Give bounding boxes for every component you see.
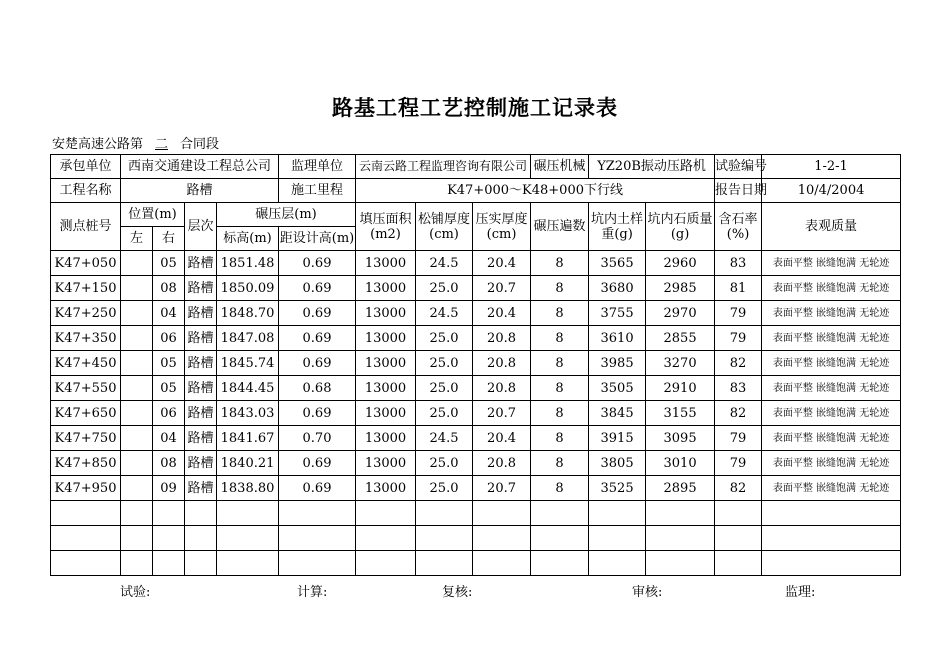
cell-loose	[416, 501, 473, 526]
cell-soil	[589, 501, 646, 526]
cell-rate: 79	[715, 426, 762, 451]
table-row	[51, 451, 901, 476]
cell-loose: 24.5	[416, 251, 473, 276]
cell-area: 13000	[356, 351, 416, 376]
cell-quality: 表面平整 嵌缝饱满 无轮迹	[762, 276, 901, 301]
cell-layer: 路槽	[185, 426, 217, 451]
cell-right: 05	[153, 251, 185, 276]
cell-passes: 8	[531, 301, 589, 326]
cell-right: 04	[153, 426, 185, 451]
cell-soil	[589, 551, 646, 576]
cell-loose: 25.0	[416, 476, 473, 501]
header-left: 左	[121, 227, 153, 251]
supervisor-label: 监理单位	[279, 155, 356, 179]
cell-dist: 0.69	[279, 326, 356, 351]
cell-station	[51, 526, 121, 551]
header-rolled: 碾压层(m)	[217, 203, 356, 227]
cell-loose: 25.0	[416, 326, 473, 351]
cell-right: 05	[153, 351, 185, 376]
cell-left	[121, 451, 153, 476]
cell-dist: 0.69	[279, 301, 356, 326]
cell-quality: 表面平整 嵌缝饱满 无轮迹	[762, 401, 901, 426]
header-passes: 碾压遍数	[531, 203, 589, 251]
cell-stone: 3270	[646, 351, 715, 376]
cell-layer: 路槽	[185, 351, 217, 376]
cell-dist	[279, 526, 356, 551]
cell-elev: 1845.74	[217, 351, 279, 376]
cell-quality: 表面平整 嵌缝饱满 无轮迹	[762, 251, 901, 276]
header-stone-rate: 含石率(%)	[715, 203, 762, 251]
cell-passes: 8	[531, 476, 589, 501]
cell-loose: 25.0	[416, 401, 473, 426]
cell-soil: 3525	[589, 476, 646, 501]
cell-passes: 8	[531, 451, 589, 476]
header-quality: 表观质量	[762, 203, 901, 251]
report-date-value: 10/4/2004	[762, 179, 901, 203]
cell-layer	[185, 526, 217, 551]
cell-right	[153, 526, 185, 551]
header-soil-weight: 坑内土样重(g)	[589, 203, 646, 251]
table-row	[51, 276, 901, 301]
cell-layer: 路槽	[185, 251, 217, 276]
cell-layer: 路槽	[185, 301, 217, 326]
page-title: 路基工程工艺控制施工记录表	[332, 95, 618, 120]
header-compacted: 压实厚度(cm)	[473, 203, 531, 251]
header-position: 位置(m)	[121, 203, 185, 227]
cell-rate: 81	[715, 276, 762, 301]
cell-elev: 1851.48	[217, 251, 279, 276]
cell-stone: 2960	[646, 251, 715, 276]
cell-passes: 8	[531, 376, 589, 401]
cell-passes	[531, 526, 589, 551]
cell-station	[51, 501, 121, 526]
cell-left	[121, 301, 153, 326]
cell-stone	[646, 526, 715, 551]
cell-quality: 表面平整 嵌缝饱满 无轮迹	[762, 451, 901, 476]
table-row	[51, 351, 901, 376]
cell-area: 13000	[356, 276, 416, 301]
cell-area: 13000	[356, 251, 416, 276]
header-layer: 层次	[185, 203, 217, 251]
cell-passes	[531, 551, 589, 576]
cell-dist: 0.68	[279, 376, 356, 401]
cell-left	[121, 501, 153, 526]
cell-loose: 24.5	[416, 301, 473, 326]
cell-area	[356, 501, 416, 526]
cell-layer	[185, 501, 217, 526]
cell-right: 09	[153, 476, 185, 501]
cell-station: K47+250	[51, 301, 121, 326]
header-station: 测点桩号	[51, 203, 121, 251]
project-label: 工程名称	[51, 179, 121, 203]
cell-elev: 1840.21	[217, 451, 279, 476]
cell-right	[153, 501, 185, 526]
cell-elev: 1844.45	[217, 376, 279, 401]
header-distance: 距设计高(m)	[279, 227, 356, 251]
cell-dist: 0.69	[279, 401, 356, 426]
cell-soil: 3805	[589, 451, 646, 476]
cell-rate: 79	[715, 301, 762, 326]
report-date-label: 报告日期	[715, 179, 762, 203]
record-table	[50, 154, 901, 576]
cell-comp: 20.4	[473, 301, 531, 326]
header-stone-weight: 坑内石质量(g)	[646, 203, 715, 251]
cell-loose: 24.5	[416, 426, 473, 451]
header-loose: 松铺厚度(cm)	[416, 203, 473, 251]
cell-left	[121, 401, 153, 426]
cell-stone: 2970	[646, 301, 715, 326]
cell-quality: 表面平整 嵌缝饱满 无轮迹	[762, 301, 901, 326]
table-row	[51, 501, 901, 526]
cell-loose	[416, 551, 473, 576]
cell-elev	[217, 551, 279, 576]
cell-left	[121, 376, 153, 401]
mileage-value: K47+000～K48+000下行线	[356, 179, 715, 203]
cell-passes	[531, 501, 589, 526]
cell-dist	[279, 551, 356, 576]
cell-quality: 表面平整 嵌缝饱满 无轮迹	[762, 426, 901, 451]
cell-left	[121, 251, 153, 276]
cell-station: K47+150	[51, 276, 121, 301]
table-row	[51, 401, 901, 426]
cell-quality	[762, 551, 901, 576]
cell-left	[121, 276, 153, 301]
machine-label: 碾压机械	[531, 155, 589, 179]
cell-soil: 3505	[589, 376, 646, 401]
cell-stone: 3010	[646, 451, 715, 476]
cell-quality: 表面平整 嵌缝饱满 无轮迹	[762, 326, 901, 351]
cell-station	[51, 551, 121, 576]
cell-comp: 20.7	[473, 476, 531, 501]
table-row	[51, 551, 901, 576]
cell-dist	[279, 501, 356, 526]
cell-elev: 1838.80	[217, 476, 279, 501]
cell-layer: 路槽	[185, 401, 217, 426]
cell-right: 04	[153, 301, 185, 326]
cell-left	[121, 526, 153, 551]
cell-loose: 25.0	[416, 451, 473, 476]
cell-layer: 路槽	[185, 276, 217, 301]
cell-soil: 3680	[589, 276, 646, 301]
footer-review: 复核:	[442, 585, 473, 600]
cell-elev	[217, 501, 279, 526]
cell-rate: 82	[715, 351, 762, 376]
cell-loose: 25.0	[416, 376, 473, 401]
cell-quality: 表面平整 嵌缝饱满 无轮迹	[762, 476, 901, 501]
cell-stone	[646, 501, 715, 526]
cell-rate	[715, 526, 762, 551]
cell-left	[121, 426, 153, 451]
footer-calc: 计算:	[297, 585, 328, 600]
cell-layer	[185, 551, 217, 576]
cell-soil: 3845	[589, 401, 646, 426]
cell-rate: 79	[715, 326, 762, 351]
cell-passes: 8	[531, 276, 589, 301]
cell-station: K47+650	[51, 401, 121, 426]
cell-right: 06	[153, 326, 185, 351]
header-row-1	[51, 203, 901, 227]
cell-area: 13000	[356, 426, 416, 451]
cell-soil: 3755	[589, 301, 646, 326]
cell-loose: 25.0	[416, 276, 473, 301]
cell-comp: 20.8	[473, 376, 531, 401]
contractor-value: 西南交通建设工程总公司	[121, 155, 279, 179]
cell-stone: 3155	[646, 401, 715, 426]
table-row	[51, 376, 901, 401]
cell-comp	[473, 526, 531, 551]
cell-rate	[715, 551, 762, 576]
cell-station: K47+950	[51, 476, 121, 501]
cell-dist: 0.69	[279, 476, 356, 501]
cell-area: 13000	[356, 451, 416, 476]
cell-rate	[715, 501, 762, 526]
header-fill-area: 填压面积(m2)	[356, 203, 416, 251]
cell-station: K47+050	[51, 251, 121, 276]
cell-right: 08	[153, 276, 185, 301]
cell-rate: 83	[715, 251, 762, 276]
cell-area: 13000	[356, 476, 416, 501]
cell-right: 06	[153, 401, 185, 426]
cell-rate: 82	[715, 401, 762, 426]
cell-rate: 79	[715, 451, 762, 476]
section-prefix: 安楚高速公路第	[52, 137, 144, 152]
cell-layer: 路槽	[185, 451, 217, 476]
cell-station: K47+450	[51, 351, 121, 376]
footer-audit: 审核:	[632, 585, 663, 600]
cell-soil: 3985	[589, 351, 646, 376]
cell-quality: 表面平整 嵌缝饱满 无轮迹	[762, 351, 901, 376]
cell-left	[121, 351, 153, 376]
cell-elev: 1841.67	[217, 426, 279, 451]
test-no-value: 1-2-1	[762, 155, 901, 179]
table-row	[51, 526, 901, 551]
cell-passes: 8	[531, 426, 589, 451]
table-row	[51, 476, 901, 501]
cell-area: 13000	[356, 301, 416, 326]
cell-dist: 0.69	[279, 451, 356, 476]
cell-comp	[473, 551, 531, 576]
cell-elev: 1848.70	[217, 301, 279, 326]
cell-elev: 1843.03	[217, 401, 279, 426]
supervisor-value: 云南云路工程监理咨询有限公司	[356, 155, 531, 179]
cell-station: K47+550	[51, 376, 121, 401]
cell-comp: 20.4	[473, 426, 531, 451]
cell-dist: 0.70	[279, 426, 356, 451]
cell-area: 13000	[356, 376, 416, 401]
test-no-label: 试验编号	[715, 155, 762, 179]
cell-left	[121, 326, 153, 351]
cell-stone: 2985	[646, 276, 715, 301]
footer-supervision: 监理:	[785, 585, 816, 600]
table-row	[51, 426, 901, 451]
cell-passes: 8	[531, 351, 589, 376]
info-row-2	[51, 179, 901, 203]
header-right: 右	[153, 227, 185, 251]
cell-quality	[762, 501, 901, 526]
cell-elev: 1847.08	[217, 326, 279, 351]
table-row	[51, 251, 901, 276]
cell-area	[356, 526, 416, 551]
cell-dist: 0.69	[279, 251, 356, 276]
cell-station: K47+750	[51, 426, 121, 451]
cell-soil: 3610	[589, 326, 646, 351]
contractor-label: 承包单位	[51, 155, 121, 179]
cell-dist: 0.69	[279, 276, 356, 301]
cell-station: K47+350	[51, 326, 121, 351]
cell-comp: 20.8	[473, 351, 531, 376]
cell-left	[121, 476, 153, 501]
cell-left	[121, 551, 153, 576]
cell-right: 08	[153, 451, 185, 476]
cell-right	[153, 551, 185, 576]
project-value: 路槽	[121, 179, 279, 203]
cell-soil: 3565	[589, 251, 646, 276]
cell-comp: 20.8	[473, 326, 531, 351]
machine-value: YZ20B振动压路机	[589, 155, 715, 179]
cell-passes: 8	[531, 251, 589, 276]
section-line	[52, 133, 219, 152]
cell-comp: 20.4	[473, 251, 531, 276]
footer-test: 试验:	[120, 585, 151, 600]
cell-layer: 路槽	[185, 476, 217, 501]
cell-soil	[589, 526, 646, 551]
cell-stone	[646, 551, 715, 576]
cell-elev: 1850.09	[217, 276, 279, 301]
cell-rate: 82	[715, 476, 762, 501]
cell-stone: 2895	[646, 476, 715, 501]
cell-layer: 路槽	[185, 326, 217, 351]
section-number: 二	[155, 137, 169, 152]
cell-comp	[473, 501, 531, 526]
cell-elev	[217, 526, 279, 551]
cell-passes: 8	[531, 326, 589, 351]
cell-stone: 3095	[646, 426, 715, 451]
cell-stone: 2910	[646, 376, 715, 401]
cell-area: 13000	[356, 326, 416, 351]
table-row	[51, 301, 901, 326]
cell-area	[356, 551, 416, 576]
cell-right: 05	[153, 376, 185, 401]
mileage-label: 施工里程	[279, 179, 356, 203]
cell-comp: 20.8	[473, 451, 531, 476]
cell-dist: 0.69	[279, 351, 356, 376]
cell-loose	[416, 526, 473, 551]
cell-rate: 83	[715, 376, 762, 401]
cell-passes: 8	[531, 401, 589, 426]
header-elevation: 标高(m)	[217, 227, 279, 251]
cell-quality	[762, 526, 901, 551]
cell-comp: 20.7	[473, 276, 531, 301]
cell-comp: 20.7	[473, 401, 531, 426]
cell-quality: 表面平整 嵌缝饱满 无轮迹	[762, 376, 901, 401]
cell-station: K47+850	[51, 451, 121, 476]
cell-loose: 25.0	[416, 351, 473, 376]
cell-area: 13000	[356, 401, 416, 426]
cell-layer: 路槽	[185, 376, 217, 401]
section-suffix: 合同段	[180, 137, 220, 152]
cell-soil: 3915	[589, 426, 646, 451]
cell-stone: 2855	[646, 326, 715, 351]
table-row	[51, 326, 901, 351]
info-row-1	[51, 155, 901, 179]
